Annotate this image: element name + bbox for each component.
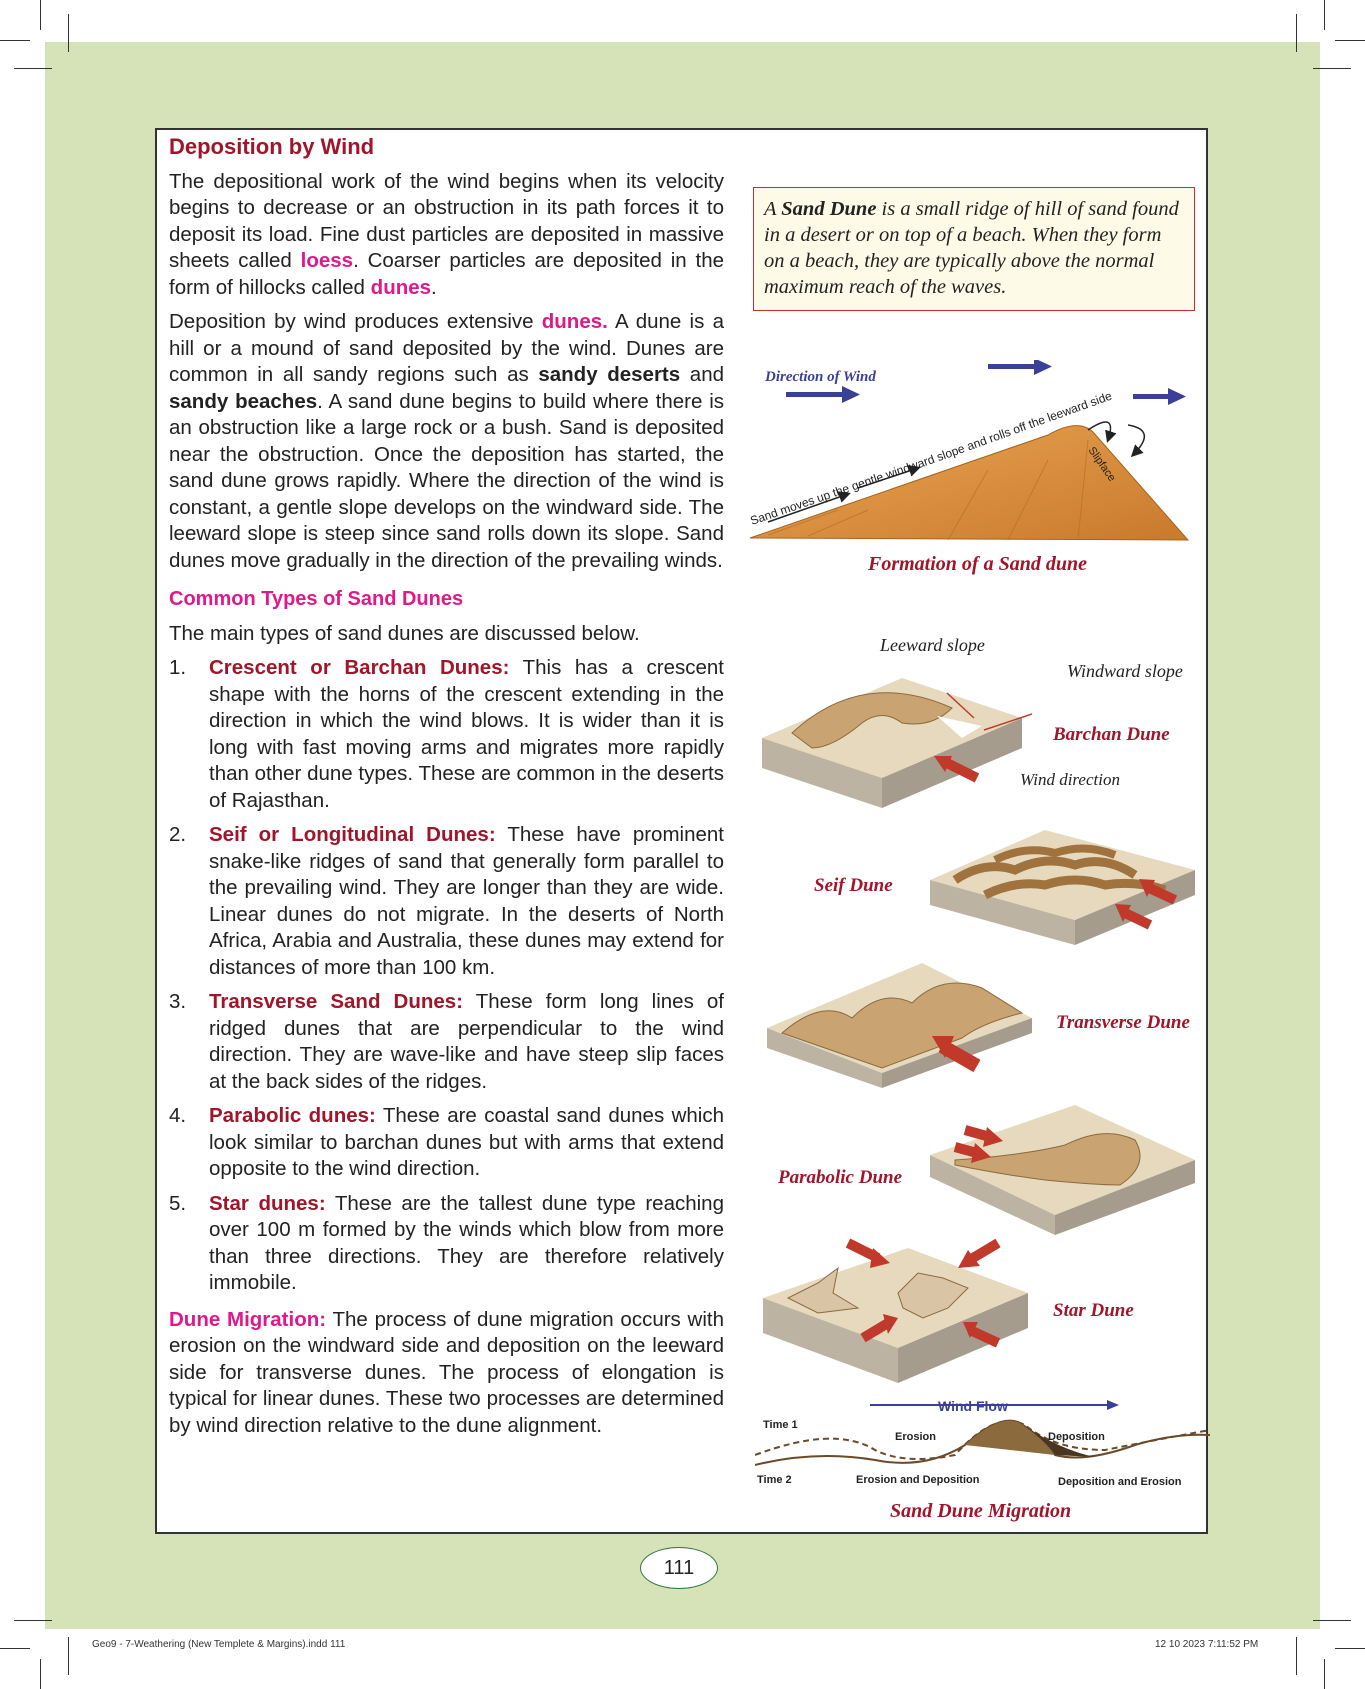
term-sandy-beaches: sandy beaches	[169, 389, 318, 413]
migration-caption: Sand Dune Migration	[890, 1500, 1072, 1522]
list-item	[169, 1191, 724, 1297]
text-run: Deposition by wind produces extensive	[169, 310, 542, 333]
text-column	[169, 134, 724, 1447]
section-title: Deposition by Wind	[169, 134, 375, 159]
barchan-label: Barchan Dune	[1053, 724, 1170, 745]
crop-mark	[40, 1659, 41, 1689]
text-run: .	[431, 275, 437, 299]
crop-mark	[1324, 1659, 1325, 1689]
crop-mark	[68, 14, 69, 52]
erosion-deposition-label: Erosion and Deposition	[856, 1474, 980, 1486]
direction-of-wind-label: Direction of Wind	[765, 369, 876, 385]
item-number: 1.	[169, 656, 187, 679]
item-text: These are the tallest dune type reaching over 100 m formed by the winds which blow from more than three directions. They are therefore relatively immobile.	[209, 1191, 724, 1294]
text-run: and	[680, 363, 725, 386]
slope-label: Sand moves up the gentle windward slope and rolls off the leeward side	[748, 388, 1114, 528]
item-number: 5.	[169, 1191, 187, 1215]
item-name: Seif or Longitudinal Dunes:	[209, 823, 496, 846]
crop-mark	[1335, 40, 1365, 41]
item-number: 4.	[169, 1104, 187, 1127]
crop-mark	[1313, 1620, 1351, 1621]
crop-mark	[1324, 0, 1325, 30]
crop-mark	[0, 40, 30, 41]
wind-flow-arrow-icon	[1107, 1400, 1119, 1410]
item-name: Star dunes:	[209, 1191, 326, 1215]
time2-label: Time 2	[757, 1474, 792, 1486]
crop-mark	[0, 1648, 30, 1649]
term-sand-dune: Sand Dune	[781, 198, 877, 220]
item-text: This has a crescent shape with the horns of the crescent extending in the direction in which the wind blows. It is wider than it is long with fast moving arms and migrates more rapidly than other dune types. These are common in the deserts of Rajasthan.	[209, 656, 724, 812]
seif-dune-illustration	[925, 825, 1200, 950]
list-item	[169, 989, 724, 1095]
slipface-label: Slipface	[1085, 444, 1118, 484]
item-number: 2.	[169, 823, 187, 846]
text-run: . Coarser particles are deposited in the form of hillocks called	[169, 249, 724, 299]
erosion-label: Erosion	[895, 1431, 936, 1443]
item-name: Transverse Sand Dunes:	[209, 990, 464, 1013]
intro-paragraph	[169, 169, 724, 302]
definition-box	[753, 187, 1195, 311]
text-run: The process of dune migration occurs with erosion on the windward side and deposition on the leeward side for transverse dunes. The process of elongation is typical for linear dunes. These two processes are determined by wind direction relative to the dune alignment.	[169, 1307, 725, 1437]
crop-mark	[40, 0, 41, 30]
term-sandy-deserts: sandy deserts	[538, 363, 681, 386]
item-number: 3.	[169, 990, 187, 1013]
migration-paragraph	[169, 1307, 724, 1440]
windward-slope-label: Windward slope	[1067, 661, 1183, 681]
footer-timestamp: 12 10 2023 7:11:52 PM	[1155, 1639, 1259, 1650]
list-item	[169, 1103, 724, 1183]
text-run: A	[764, 198, 782, 220]
page-number: 111	[640, 1547, 718, 1589]
types-intro: The main types of sand dunes are discussed below.	[169, 621, 640, 645]
item-name: Parabolic dunes:	[209, 1104, 376, 1127]
formation-caption: Formation of a Sand dune	[868, 553, 1087, 575]
text-run: The depositional work of the wind begins when its velocity begins to decrease or an obstruction in its path forces it to deposit its load. Fine dust particles are deposited in massive sheets called	[169, 169, 724, 272]
wind-direction-label: Wind direction	[1020, 770, 1120, 789]
term-loess: loess	[300, 249, 354, 272]
crop-mark	[1335, 1648, 1365, 1649]
wind-arrow-icon	[1133, 388, 1186, 405]
text-run: A dune is a hill or a mound of sand deposited by the wind. Dunes are common in all sandy regions such as	[169, 310, 724, 386]
footer-file-info: Geo9 - 7-Weathering (New Templete & Margins).indd 111	[92, 1639, 346, 1650]
list-item	[169, 655, 724, 814]
seif-label: Seif Dune	[814, 875, 893, 896]
dune-types-list	[169, 655, 724, 1297]
sand-dune-formation-diagram	[748, 360, 1208, 550]
term-dunes: dunes	[370, 275, 432, 299]
transverse-label: Transverse Dune	[1056, 1012, 1190, 1033]
barchan-dune-illustration	[752, 668, 1032, 818]
transverse-dune-illustration	[762, 958, 1037, 1093]
crop-mark	[14, 68, 52, 69]
crop-mark	[68, 1637, 69, 1675]
leeward-slope-label: Leeward slope	[880, 635, 985, 655]
crop-mark	[1313, 68, 1351, 69]
time1-label: Time 1	[763, 1419, 798, 1431]
deposition-label: Deposition	[1048, 1431, 1105, 1443]
wind-flow-label: Wind Flow	[938, 1398, 1008, 1414]
wind-arrow-icon	[786, 386, 860, 403]
list-item	[169, 822, 724, 981]
parabolic-label: Parabolic Dune	[778, 1167, 903, 1188]
crop-mark	[14, 1620, 52, 1621]
term-dunes: dunes.	[541, 310, 608, 333]
star-dune-illustration	[758, 1238, 1033, 1388]
wind-arrow-icon	[988, 360, 1052, 375]
parabolic-dune-illustration	[925, 1105, 1200, 1240]
text-run: is a small ridge of hill of sand found in a desert or on top of a beach. When they form on a beach, they are typically above the normal maximum reach of the waves.	[764, 198, 1179, 298]
dunes-paragraph	[169, 309, 724, 574]
item-text: These have prominent snake-like ridges of sand that generally form parallel to the prevailing wind. They are longer than they are wide. Linear dunes do not migrate. In the deserts of North Africa, Arabia and Australia, these dunes may extend for distances of more than 100 km.	[209, 823, 724, 979]
term-dune-migration: Dune Migration:	[169, 1307, 327, 1331]
item-name: Crescent or Barchan Dunes:	[209, 656, 510, 679]
deposition-erosion-label: Deposition and Erosion	[1058, 1476, 1182, 1488]
crop-mark	[1296, 14, 1297, 52]
subsection-title: Common Types of Sand Dunes	[169, 588, 464, 610]
item-text: These are coastal sand dunes which look similar to barchan dunes but with arms that extend opposite to the wind direction.	[209, 1104, 724, 1180]
text-run: . A sand dune begins to build where there is an obstruction like a large rock or a bush. Sand is deposited near the obstruction. Once the deposition has started, the sand dune grows rapidly. Where the direction of the wind is constant, a gentle slope develops on the windward side. The leeward slope is steep since sand rolls down its slope. Sand dunes move gradually in the direction of the prevailing winds.	[169, 389, 724, 572]
star-label: Star Dune	[1053, 1300, 1134, 1321]
crop-mark	[1296, 1637, 1297, 1675]
item-text: These form long lines of ridged dunes that are perpendicular to the wind direction. They are wave-like and have steep slip faces at the back sides of the ridges.	[209, 990, 724, 1093]
